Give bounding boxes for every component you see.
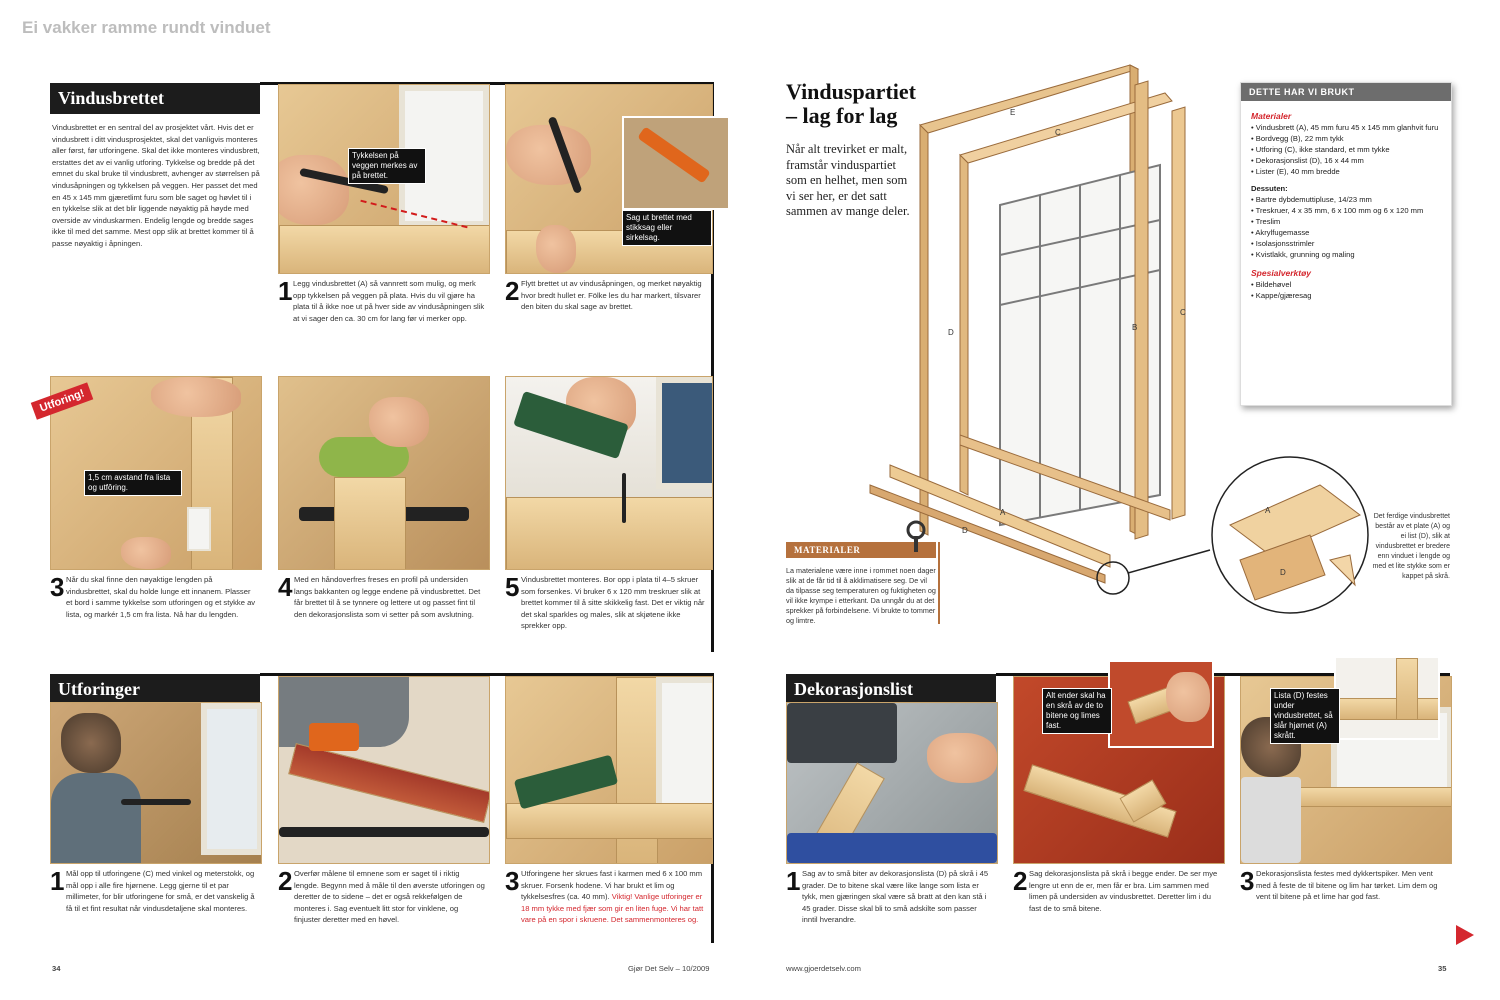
special-item: • Kappe/gjæresag <box>1251 291 1312 300</box>
other-item: • Akrylfugemasse <box>1251 228 1310 237</box>
utforing-step-2-number: 2 <box>278 866 293 896</box>
dekorasjonslist-heading: Dekorasjonslist <box>786 674 996 705</box>
other-item: • Treskruer, 4 x 35 mm, 6 x 100 mm og 6 x 120 mm <box>1251 206 1424 215</box>
dekor-callout-2: Lista (D) festes under vindusbrettet, så slår hjørnet (A) skrått. <box>1270 688 1340 744</box>
step-2-text: Flytt brettet ut av vindusåpningen, og merket nøyaktig hvor bredt hullet er. Fölke les du har markert, tilsvarer den biten du skal sage av brettet. <box>521 279 702 312</box>
diagram-letter-circle-top: A <box>1265 506 1271 515</box>
dekor-step-3-number: 3 <box>1240 866 1255 896</box>
title-line-1: Vinduspartiet <box>786 79 916 104</box>
dekor-step-2-text: Sag dekorasjonslista på skrå i begge ender. De ser mye lengre ut enn de er, men får er bra. Lim sammen med limen på undersiden av vindusbrettet. Deretter lim i du fast de to små bitene. <box>1029 869 1218 913</box>
diagram-letter-sill: A <box>1000 508 1006 517</box>
utforing-step-3-number: 3 <box>505 866 520 896</box>
other-item: • Kvistlakk, grunning og maling <box>1251 250 1355 259</box>
title-line-2: – lag for lag <box>786 103 898 128</box>
photo-utforing-2 <box>278 676 490 864</box>
dekor-step-2-number: 2 <box>1013 866 1028 896</box>
other-list <box>1251 194 1441 260</box>
utforing-step-1-text: Mål opp til utforingene (C) med vinkel og meterstokk, og mål opp i alle fire hjørnene. Legg gjerne til et par millimeter, for blir utforingene for små, er det vanskelig å få til et fint resultat når vindusdetaljene skal monteres. <box>66 869 255 913</box>
dekor-callout-1: Alt ender skal ha en skrå av de to bitene og limes fast. <box>1042 688 1112 734</box>
callout-3: 1,5 cm avstand fra lista og utfôring. <box>84 470 182 496</box>
materialer-text: La materialene være inne i rommet noen dager slik at de får tid til å akklimatisere seg. De vil da tilpasse seg temperaturen og fuktigheten og vil ikke krympe i etterkant. Da unngår du at det sprekker på forbindelsene. Vi brukte to tommer og limtre. <box>786 566 936 625</box>
step-3-number: 3 <box>50 572 65 602</box>
special-item: • Bildehøvel <box>1251 280 1292 289</box>
special-heading: Spesialverktøy <box>1251 268 1312 278</box>
photo-utforing-3 <box>505 676 713 864</box>
utforing-step-1-number: 1 <box>50 866 65 896</box>
step-5-number: 5 <box>505 572 520 602</box>
utforing-step-3-body: Utforingene her skrues fast i karmen med 6 x 100 mm skruer. Forsenk hodene. Vi har brukt et lim og tykkelsesfres (ca. 40 mm). <box>521 869 703 902</box>
next-page-arrow-icon <box>1456 925 1474 945</box>
diagram-letter-left: D <box>948 328 954 337</box>
materialer-rule <box>938 542 940 624</box>
clamp-icon <box>902 520 930 554</box>
diagram-letter-circle-bottom: D <box>1280 568 1286 577</box>
diagram-letter-bottom: D <box>962 526 968 535</box>
side-board-b <box>1135 81 1148 539</box>
diagram-letter-mid: B <box>1132 323 1138 332</box>
page-number-left: 34 <box>52 964 61 973</box>
inset-dekor-photo <box>1108 660 1214 748</box>
other-item: • Treslim <box>1251 217 1281 226</box>
diagram-letter-top: E <box>1010 108 1016 117</box>
utforing-tag: Utforing! <box>31 382 94 420</box>
materials-list <box>1251 122 1441 177</box>
materialer-heading: MATERIALER <box>786 542 936 558</box>
step-1-number: 1 <box>278 276 293 306</box>
other-item: • Isolasjonsstrimler <box>1251 239 1315 248</box>
material-item: • Dekorasjonslist (D), 16 x 44 mm <box>1251 156 1364 165</box>
other-item: • Bartre dybdemuttipluse, 14/23 mm <box>1251 195 1372 204</box>
callout-1: Tykkelsen på veggen merkes av på brettet. <box>348 148 426 184</box>
material-item: • Lister (E), 40 mm bredde <box>1251 167 1340 176</box>
step-1-text: Legg vindusbrettet (A) så vannrett som mulig, og merk opp tykkelsen på veggen på plata. Hvis du vil gjøre ha plata til å ikke noe ut på hver side av vindusåpningen slik at vi sager den ca. 30 cm for lang før vi merker opp. <box>293 279 485 323</box>
dekor-step-1-number: 1 <box>786 866 801 896</box>
diagram-letter-header: C <box>1055 128 1061 137</box>
step-3-text: Når du skal finne den nøyaktige lengden på vindusbrettet, skal du holde lunge ett innanem. Plasser et bord i samme tykkelse som utforingen og et stykke av lista, og markér 1,5 cm fra lista. Nå har du lengden. <box>66 575 256 619</box>
materials-heading: Materialer <box>1251 111 1292 121</box>
step-4-number: 4 <box>278 572 293 602</box>
material-item: • Utforing (C), ikke standard, et mm tykke <box>1251 145 1390 154</box>
utforinger-heading: Utforinger <box>50 674 260 705</box>
other-heading: Dessuten: <box>1251 184 1288 193</box>
utforing-step-3-warning: Viktig! Vanlige utforinger er 18 mm tykke med fjær som gir en liten fuge. Vi har tatt vare på en spor i skruene. Det sammenmonteres og. <box>521 892 704 925</box>
vindusbrettet-heading: Vindusbrettet <box>50 83 260 114</box>
dekor-step-3-text: Dekorasjonslista festes med dykkertspiker. Men vent med å feste de til bitene og lim har tørket. Lim dem og vent til bitene på et lime har god fast. <box>1256 869 1438 902</box>
vindusbrettet-intro: Vindusbrettet er en sentral del av prosjektet vårt. Hvis det er vindusbrett i ditt vindusprosjektet, skal det vanligvis monteres aller først, før utforingene. Skal det ikke monteres vindusbrett, erstattes det av ei vanlig utforing. Tykkelse og bredde på det emnet du skal bruke til vindusbrett, avhenger av størrelsen på vindusåpningen og tykkelsen på veggen. Her passet det med en 45 x 145 mm gjæretlimt furu som ble saget og høvlet til i en tykkelse slik at det blir liggende nøyaktig på høyde med overside av vinduskarmen. Endelig lengde og bredde sages ikke til med det samme. Mest opp slik at brettet kommer til å passe nøyaktig i åpningen. <box>52 123 260 248</box>
vinduspartiet-intro: Når alt trevirket er malt, framstår vinduspartiet som en helhet, men som vi ser her, er det satt sammen av mange deler. <box>786 142 910 218</box>
step-4-text: Med en håndoverfres freses en profil på undersiden langs bakkanten og legge endene på vindusbrettet. Det får brettet til å se tynnere og lettere ut og passet fint til den dekorasjonslista som vi setter på som avslutning. <box>294 575 481 619</box>
material-item: • Vindusbrett (A), 45 mm furu 45 x 145 mm glanhvit furu <box>1251 123 1439 132</box>
dette-har-vi-brukt-box <box>1240 82 1452 406</box>
photo-utforing-1 <box>50 702 262 864</box>
photo-dekor-1 <box>786 702 998 864</box>
page-number-right: 35 <box>1438 964 1447 973</box>
callout-2: Sag ut brettet med stikksag eller sirkelsag. <box>622 210 712 246</box>
diagram-note: Det ferdige vindusbrettet består av et plate (A) og ei list (D), slik at vindusbrettet er bredere enn vinduet i lengde og med et lite stykke som er kappet på skrå. <box>1372 513 1450 580</box>
inset-corner-photo <box>1334 656 1440 740</box>
box-heading: DETTE HAR VI BRUKT <box>1241 83 1451 101</box>
step-2-number: 2 <box>505 276 520 306</box>
utforing-step-2-text: Overfør målene til emnene som er saget til i riktig lengde. Begynn med å måle til den øverste utforingen og deretter de to sidene – det er også rekkefølgen de monteres i. Sag eventuelt litt stor for vinklene, og finjuster deretter med en høvel. <box>294 869 485 925</box>
diagram-letter-right: C <box>1180 308 1186 317</box>
magazine-info: Gjør Det Selv – 10/2009 <box>628 964 710 973</box>
utforing-step-3-text <box>521 868 707 926</box>
step-5-text: Vindusbrettet monteres. Bor opp i plata til 4–5 skruer som forsenkes. Vi bruker 6 x 120 mm treskruer slik at brettet kommer til å sitte skikkelig fast. Det er viktig når det skal sparkles og males, slik at skjøtene ikke sprekker opp. <box>521 575 705 631</box>
dekor-step-1-text: Sag av to små biter av dekorasjonslista (D) på skrå i 45 grader. De to bitene skal være like lange som lista er tykk, men gjæringen skal være så bratt at den kan stå i 45 grader. Disse skal bli to små adskilte som passer inntil hverandre. <box>802 869 989 925</box>
inset-saw-photo <box>622 116 730 210</box>
photo-step-5 <box>505 376 713 570</box>
special-list <box>1251 279 1441 301</box>
photo-step-4 <box>278 376 490 570</box>
material-item: • Bordvegg (B), 22 mm tykk <box>1251 134 1344 143</box>
magazine-url: www.gjoerdetselv.com <box>786 964 861 973</box>
running-head: Ei vakker ramme rundt vinduet <box>22 18 271 37</box>
